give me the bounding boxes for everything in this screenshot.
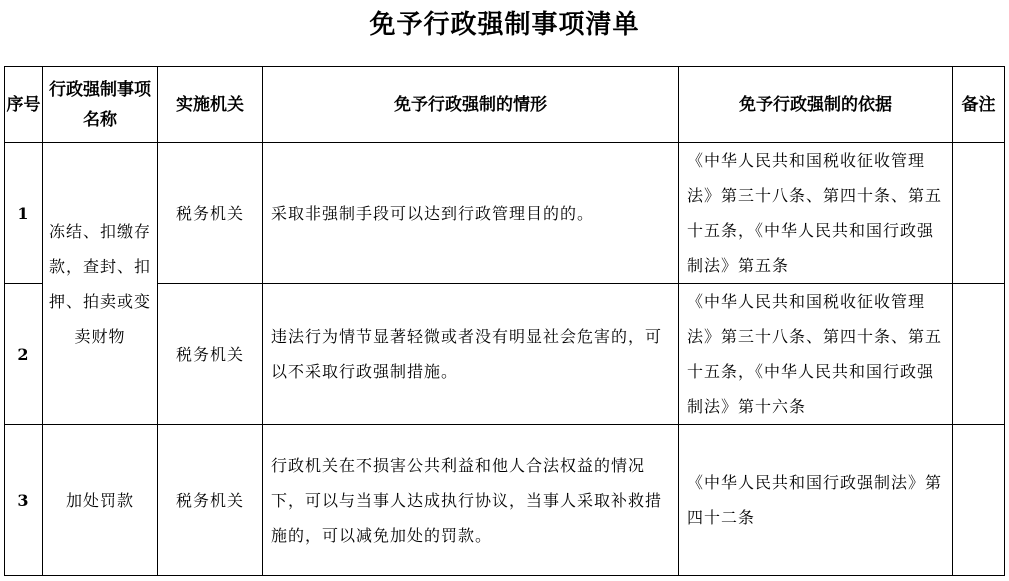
header-agency: 实施机关 <box>158 67 263 143</box>
row-basis: 《中华人民共和国行政强制法》第四十二条 <box>679 425 953 576</box>
row-situation: 采取非强制手段可以达到行政管理目的的。 <box>263 143 679 284</box>
row-remark <box>953 284 1005 425</box>
row-seq: 2 <box>5 284 43 425</box>
table-row <box>5 143 1005 284</box>
row-basis: 《中华人民共和国税收征收管理法》第三十八条、第四十条、第五十五条，《中华人民共和国行政强制法》第五条 <box>679 143 953 284</box>
header-item-name: 行政强制事项名称 <box>43 67 158 143</box>
row-basis: 《中华人民共和国税收征收管理法》第三十八条、第四十条、第五十五条，《中华人民共和国行政强制法》第十六条 <box>679 284 953 425</box>
row-situation: 行政机关在不损害公共利益和他人合法权益的情况下，可以与当事人达成执行协议，当事人采取补救措施的，可以减免加处的罚款。 <box>263 425 679 576</box>
row-agency: 税务机关 <box>158 425 263 576</box>
header-situation: 免予行政强制的情形 <box>263 67 679 143</box>
header-basis: 免予行政强制的依据 <box>679 67 953 143</box>
row-situation: 违法行为情节显著轻微或者没有明显社会危害的，可以不采取行政强制措施。 <box>263 284 679 425</box>
row-item-name: 冻结、扣缴存款，查封、扣押、拍卖或变卖财物 <box>43 143 158 425</box>
header-seq: 序号 <box>5 67 43 143</box>
exemption-table <box>4 66 1005 576</box>
header-remark: 备注 <box>953 67 1005 143</box>
row-remark <box>953 143 1005 284</box>
row-agency: 税务机关 <box>158 143 263 284</box>
table-header-row <box>5 67 1005 143</box>
row-remark <box>953 425 1005 576</box>
row-seq: 1 <box>5 143 43 284</box>
page-title: 免予行政强制事项清单 <box>369 10 640 40</box>
row-seq: 3 <box>5 425 43 576</box>
row-item-name: 加处罚款 <box>43 425 158 576</box>
row-agency: 税务机关 <box>158 284 263 425</box>
table-row <box>5 425 1005 576</box>
